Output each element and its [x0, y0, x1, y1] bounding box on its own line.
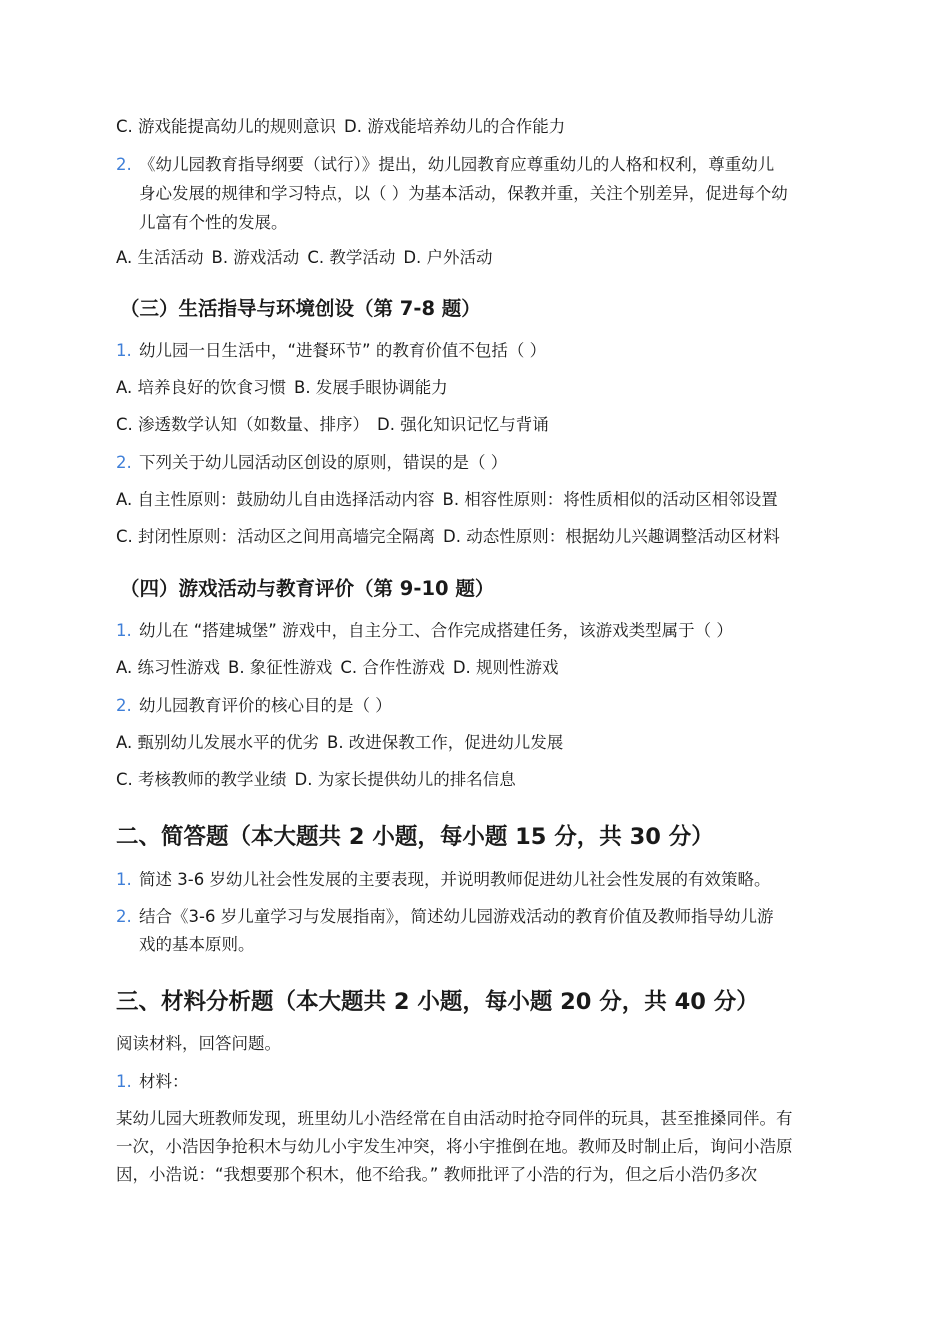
option-c: C. 教学活动: [307, 248, 396, 267]
question-text: 幼儿园教育评价的核心目的是（ ）: [139, 696, 392, 715]
part-heading: 三、材料分析题（本大题共 2 小题，每小题 20 分，共 40 分）: [116, 989, 759, 1015]
question-number: 1.: [116, 341, 132, 360]
option-d: D. 强化知识记忆与背诵: [377, 415, 549, 434]
question-number: 2.: [116, 907, 132, 926]
part-heading: 二、简答题（本大题共 2 小题，每小题 15 分，共 30 分）: [116, 824, 714, 850]
material-line: 因，小浩说：“我想要那个积木，他不给我。” 教师批评了小浩的行为，但之后小浩仍多次: [116, 1165, 758, 1184]
question-text: 幼儿在 “搭建城堡” 游戏中，自主分工、合作完成搭建任务，该游戏类型属于（ ）: [139, 621, 733, 640]
option-line-cd: [116, 113, 565, 141]
question-number: 2.: [116, 696, 132, 715]
option-d: D. 规则性游戏: [452, 658, 559, 677]
option-c: C. 游戏能提高幼儿的规则意识: [116, 117, 337, 136]
option-a: A. 自主性原则：鼓励幼儿自由选择活动内容: [116, 490, 435, 509]
question-text-line: 《幼儿园教育指导纲要（试行）》提出，幼儿园教育应尊重幼儿的人格和权利，尊重幼儿: [139, 155, 775, 174]
option-c: C. 考核教师的教学业绩: [116, 770, 287, 789]
option-line: [116, 374, 448, 402]
question-text: 下列关于幼儿园活动区创设的原则，错误的是（ ）: [139, 453, 508, 472]
question-number: 1.: [116, 621, 132, 640]
question-text: 幼儿园一日生活中，“进餐环节” 的教育价值不包括（ ）: [139, 341, 547, 360]
option-b: B. 象征性游戏: [228, 658, 333, 677]
option-line: [116, 729, 563, 757]
option-d: D. 户外活动: [403, 248, 493, 267]
option-d: D. 为家长提供幼儿的排名信息: [294, 770, 516, 789]
option-line: [116, 486, 778, 514]
option-line: [116, 766, 516, 794]
option-b: B. 游戏活动: [211, 248, 300, 267]
question-text-line: 戏的基本原则。: [139, 935, 255, 954]
option-a: A. 培养良好的饮食习惯: [116, 378, 286, 397]
option-a: A. 练习性游戏: [116, 658, 220, 677]
material-line: 一次，小浩因争抢积木与幼儿小宇发生冲突，将小宇推倒在地。教师及时制止后，询问小浩原: [116, 1137, 793, 1156]
option-c: C. 合作性游戏: [340, 658, 445, 677]
question-number: 2.: [116, 155, 132, 174]
question-number: 1.: [116, 1072, 132, 1091]
option-line: [116, 244, 493, 272]
question-text-line: 儿富有个性的发展。: [139, 213, 288, 232]
question-text-line: 结合《3-6 岁儿童学习与发展指南》，简述幼儿园游戏活动的教育价值及教师指导幼儿游: [139, 907, 774, 926]
option-b: B. 相容性原则：将性质相似的活动区相邻设置: [442, 490, 778, 509]
section-heading: （四）游戏活动与教育评价（第 9-10 题）: [120, 577, 495, 600]
option-d: D. 动态性原则：根据幼儿兴趣调整活动区材料: [443, 527, 780, 546]
question-number: 2.: [116, 453, 132, 472]
option-d: D. 游戏能培养幼儿的合作能力: [344, 117, 566, 136]
instruction-text: 阅读材料，回答问题。: [116, 1034, 281, 1053]
option-line: [116, 411, 549, 439]
material-line: 某幼儿园大班教师发现，班里幼儿小浩经常在自由活动时抢夺同伴的玩具，甚至推搡同伴。有: [116, 1109, 793, 1128]
option-line: [116, 654, 559, 682]
material-label: 材料：: [139, 1072, 189, 1091]
question-text: 简述 3-6 岁幼儿社会性发展的主要表现，并说明教师促进幼儿社会性发展的有效策略。: [139, 870, 771, 889]
option-b: B. 改进保教工作，促进幼儿发展: [327, 733, 564, 752]
question-number: 1.: [116, 870, 132, 889]
option-c: C. 封闭性原则：活动区之间用高墙完全隔离: [116, 527, 436, 546]
option-line: [116, 523, 780, 551]
option-a: A. 生活活动: [116, 248, 204, 267]
option-a: A. 甄别幼儿发展水平的优劣: [116, 733, 319, 752]
option-b: B. 发展手眼协调能力: [294, 378, 448, 397]
section-heading: （三）生活指导与环境创设（第 7-8 题）: [120, 297, 481, 320]
option-c: C. 渗透数学认知（如数量、排序）: [116, 415, 370, 434]
question-text-line: 身心发展的规律和学习特点，以（ ）为基本活动，保教并重，关注个别差异，促进每个幼: [139, 184, 788, 203]
